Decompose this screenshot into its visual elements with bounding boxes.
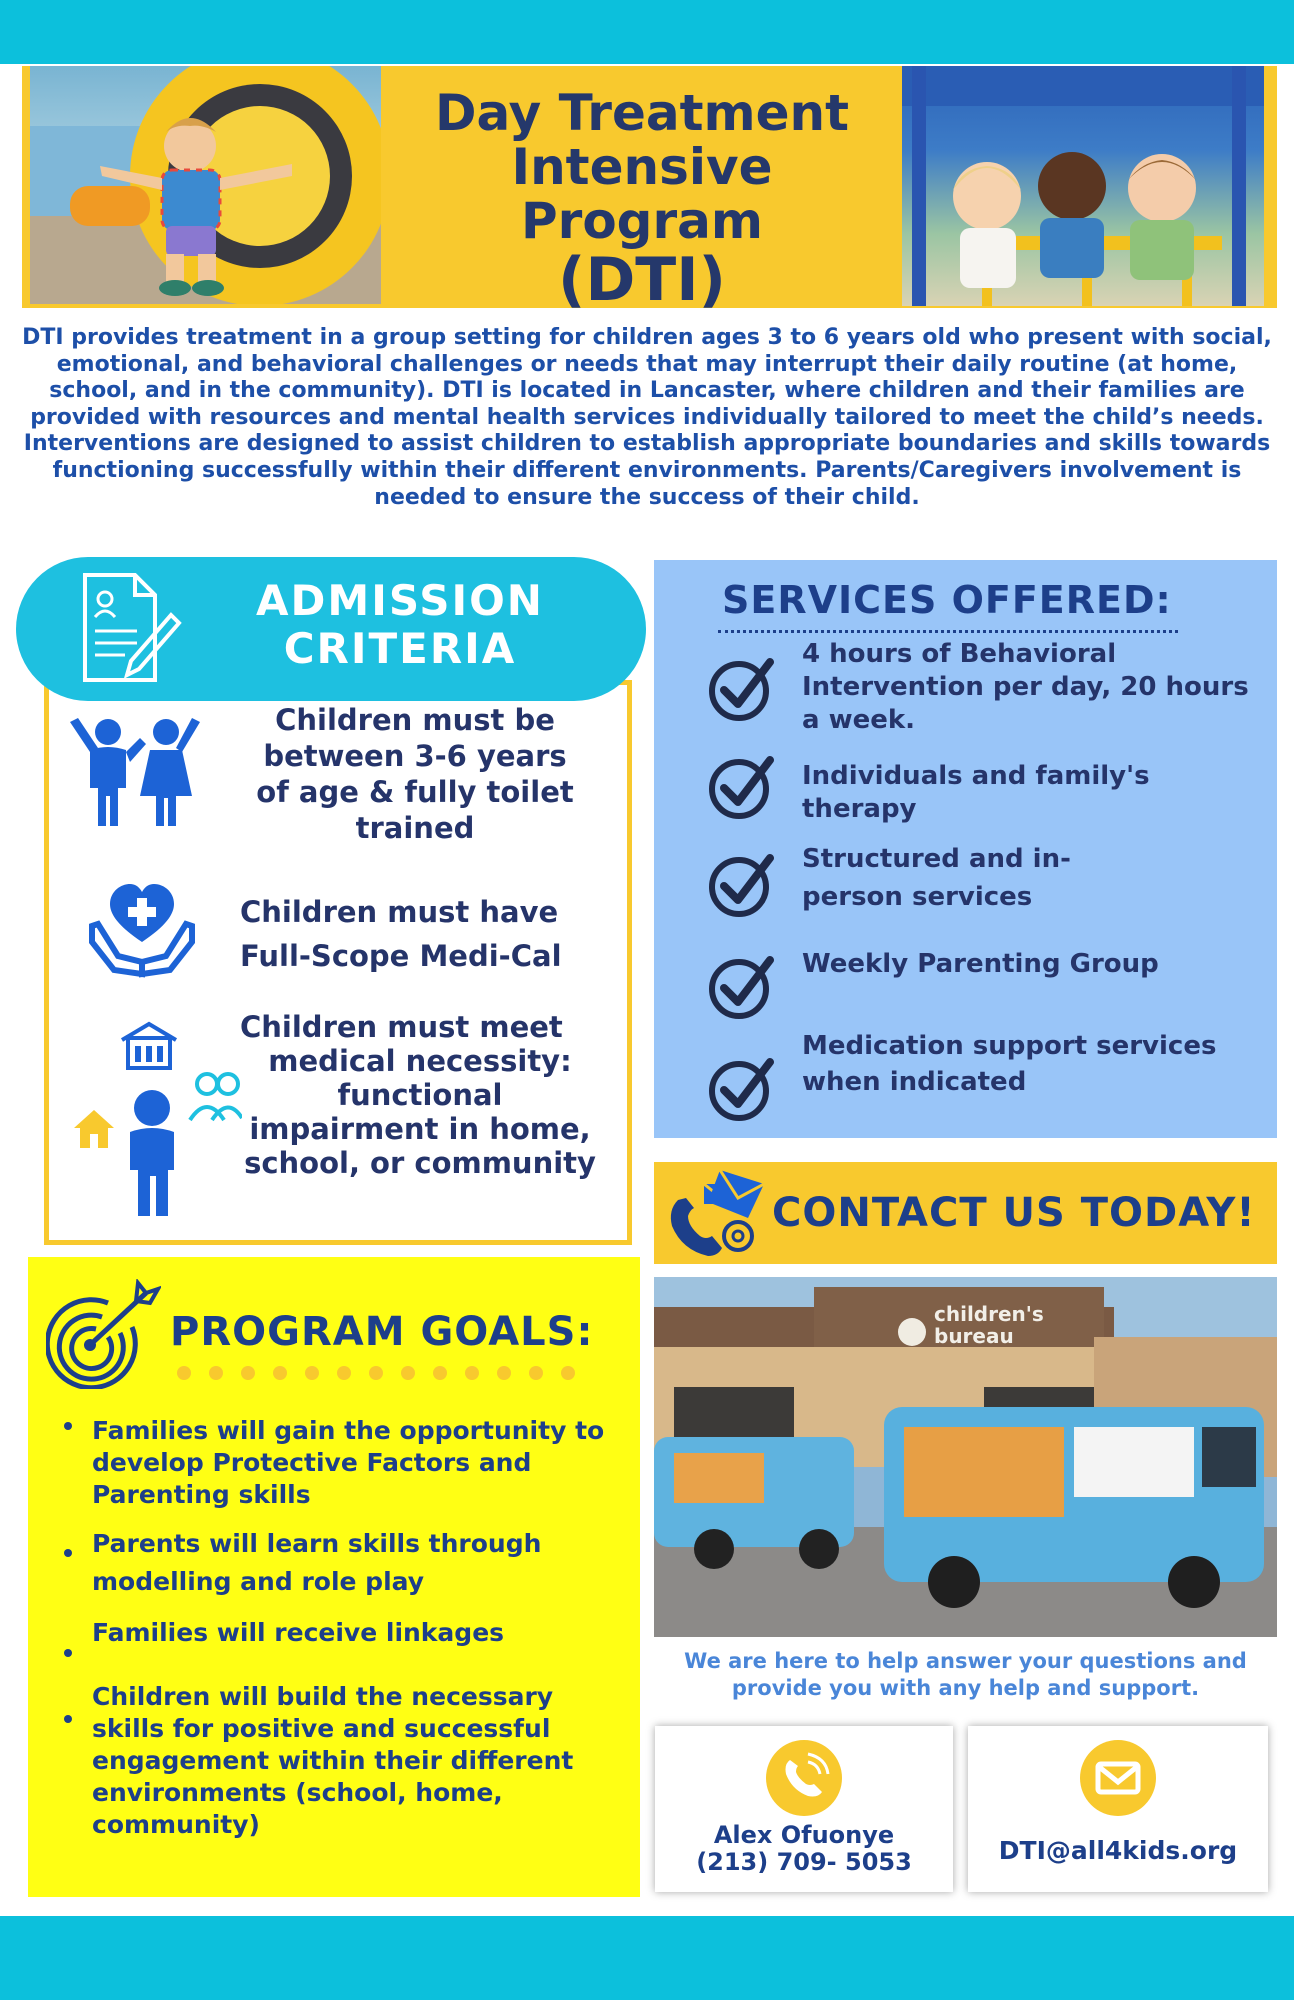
goal-item: Families will receive linkages [92,1618,505,1647]
goal-bullet [64,1549,72,1557]
help-message: We are here to help answer your questions and provide you with any help and support. [684,1649,1247,1700]
contact-name-phone [655,1822,953,1876]
title-line-3: (DTI) [558,245,726,315]
top-banner-band [0,0,1294,64]
service-text: Structured and in-person services [802,844,1071,912]
program-goals-title: PROGRAM GOALS: [170,1309,594,1355]
child-slide-image [30,66,381,304]
criterion-medical-necessity [240,1010,600,1180]
childrens-bureau-building-photo [654,1277,1277,1637]
service-text: Weekly Parenting Group [802,949,1159,979]
phone-circle [766,1740,842,1816]
criterion-medical-necessity-detail: medical necessity: functional impairment in home, school, or community [244,1044,596,1180]
contact-name: Alex Ofuonye [713,1821,895,1849]
service-text: Individuals and family's therapy [802,761,1150,824]
goal-bullet [64,1649,72,1657]
checkmark-circle-icon [708,1056,774,1122]
two-children-icon [68,718,203,828]
criterion-medical-necessity-heading: Children must meet [240,1010,563,1044]
children-playground-image [902,66,1264,306]
goal-bullet [64,1422,72,1430]
intro-paragraph: DTI provides treatment in a group setting for children ages 3 to 6 years old who present with social, emotional, and behavioral challenges or needs that may interrupt their daily routine (at home, school, and in the community). DTI is located in Lancaster, where children and their families are provided with resources and mental health services individually tailored to meet the child’s needs. Interventions are designed to assist children to establish appropriate boundaries and skills towards functioning successfully within their different environments. Parents/Caregivers involvement is needed to ensure the success of their child. [22,325,1272,510]
services-divider [718,630,1178,633]
header [22,66,1277,315]
program-goals-panel [28,1257,640,1897]
page-title [382,86,902,313]
mail-circle [1080,1740,1156,1816]
admission-title-line-1: ADMISSION [256,576,544,625]
phone-mail-icon [668,1170,768,1258]
title-line-2: Intensive Program [511,138,773,250]
phone-icon [766,1740,842,1816]
contact-email[interactable]: DTI@all4kids.org [998,1836,1238,1865]
admission-criteria-title [200,577,600,673]
goal-item: Children will build the necessary skills for positive and successful engagement within their different environments (school, home, community) [92,1682,574,1839]
checkmark-circle-icon [708,656,774,722]
email-contact-card[interactable] [968,1726,1268,1892]
admission-title-line-2: CRITERIA [283,624,517,673]
contact-phone[interactable]: (213) 709- 5053 [696,1848,912,1876]
title-line-1: Day Treatment [434,84,850,142]
services-title: SERVICES OFFERED: [722,578,1172,622]
contact-us-banner [654,1162,1277,1264]
criterion-age-toilet: Children must be between 3-6 years of age & fully toilet trained [256,703,574,845]
checkmark-circle-icon [708,954,774,1020]
document-pencil-icon [75,565,185,690]
goal-item: Families will gain the opportunity to develop Protective Factors and Parenting skills [92,1416,605,1509]
header-left-photo [30,66,381,304]
envelope-icon [1080,1740,1156,1816]
goal-bullet [64,1715,72,1723]
checkmark-circle-icon [708,852,774,918]
building-vans-image [654,1277,1277,1637]
heart-hands-medical-icon [88,880,196,980]
services-offered-panel [654,560,1277,1138]
goals-dots-divider [174,1363,604,1383]
criterion-medi-cal: Children must have Full-Scope Medi-Cal [240,895,562,973]
checkmark-circle-icon [708,754,774,820]
target-arrow-icon [46,1279,161,1389]
community-person-icon [72,1020,242,1220]
phone-contact-card[interactable] [655,1726,953,1892]
building-sign-line-2: bureau [934,1324,1014,1348]
contact-us-title: CONTACT US TODAY! [772,1190,1256,1236]
service-text: 4 hours of Behavioral Intervention per day, 20 hours a week. [802,639,1249,735]
bottom-banner-band [0,1916,1294,2000]
goal-item: Parents will learn skills through modelling and role play [92,1529,542,1596]
service-text: Medication support services when indicated [802,1031,1217,1097]
building-sign-line-1: children's [934,1302,1044,1326]
header-right-photo [902,66,1264,306]
